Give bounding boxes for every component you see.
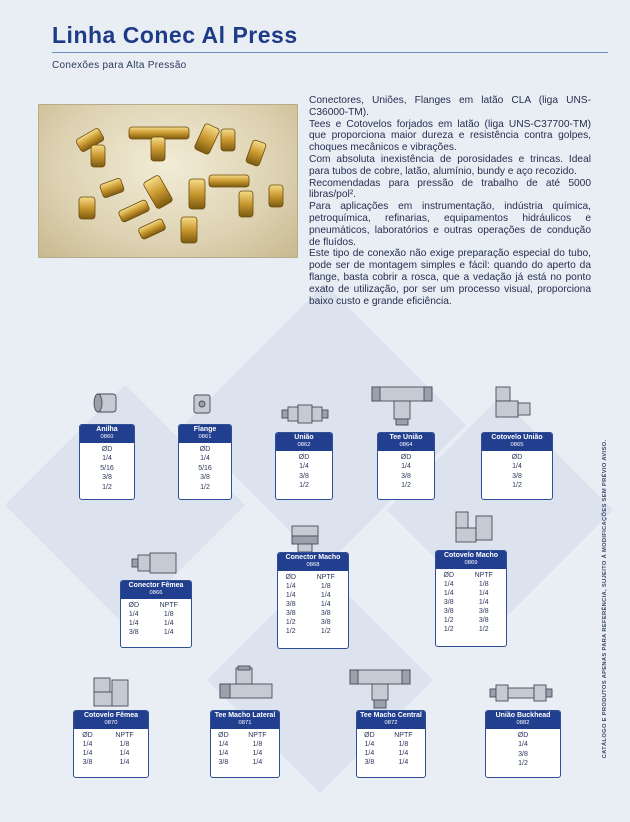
table-cell: 3/8 — [218, 758, 229, 766]
card-header — [486, 711, 560, 729]
card-title: Tee Macho Lateral — [214, 712, 276, 719]
table-cell: 1/4 — [401, 463, 411, 470]
col-header: ØD — [199, 445, 211, 453]
description-paragraph: Tees e Cotovelos forjados em latão (liga UNS-C37700-TM) que proporciona maior dureza e resistência contra golpes, choques mecânicos e vibrações. — [309, 118, 591, 154]
card-code: 0865 — [510, 442, 524, 448]
card-header — [179, 425, 231, 443]
table-cell: 1/8 — [252, 740, 263, 748]
col-header: ØD — [128, 601, 140, 609]
table-cell: 1/4 — [285, 582, 296, 590]
table-row — [278, 582, 348, 591]
table-cell: 3/8 — [443, 598, 454, 606]
table-cell: 1/4 — [119, 758, 130, 766]
table-cell: 1/4 — [398, 749, 409, 757]
table-row — [278, 618, 348, 627]
product-card-conector-macho — [277, 552, 349, 649]
table-cell: 1/4 — [478, 589, 489, 597]
table-row — [357, 758, 425, 767]
table-cell: 1/4 — [218, 740, 229, 748]
table-cell: 1/2 — [518, 760, 528, 767]
title-rule — [52, 52, 608, 53]
card-code: 0882 — [516, 720, 530, 726]
card-header — [80, 425, 134, 443]
card-header — [482, 433, 552, 451]
table-cell: 1/8 — [398, 740, 409, 748]
table-cell: 1/4 — [252, 758, 263, 766]
table-cell: 3/8 — [299, 472, 309, 480]
col-header: ØD — [101, 445, 113, 453]
description-paragraph: Conectores, Uniões, Flanges em latão CLA (liga UNS-C36000-TM). — [309, 95, 591, 118]
product-card-uniao-buckhead — [485, 710, 561, 778]
card-code: 0868 — [306, 562, 320, 568]
table-cell: 3/8 — [478, 607, 489, 615]
cotovelo-femea-icon — [90, 674, 132, 710]
tee-macho-lateral-icon — [216, 664, 276, 708]
table-row — [436, 598, 506, 607]
table-cell: 1/4 — [443, 589, 454, 597]
table-cell: 1/2 — [443, 616, 454, 624]
table-cell: 1/2 — [478, 625, 489, 633]
table-cell: 3/8 — [401, 472, 411, 480]
table-cell: 1/4 — [218, 749, 229, 757]
card-table — [74, 731, 148, 767]
product-card-uniao — [275, 432, 333, 500]
table-cell: 1/4 — [119, 749, 130, 757]
table-row — [278, 600, 348, 609]
card-code: 0860 — [100, 434, 114, 440]
table-row — [436, 580, 506, 589]
col-header: NPTF — [474, 571, 493, 579]
product-card-cotovelo-femea — [73, 710, 149, 778]
table-cell: 1/4 — [478, 598, 489, 606]
table-row — [74, 758, 148, 767]
table-cell: 1/2 — [443, 625, 454, 633]
card-header — [278, 553, 348, 571]
card-table — [357, 731, 425, 767]
col-header: ØD — [298, 453, 310, 461]
brass-fittings-image — [39, 105, 297, 257]
col-header: ØD — [285, 573, 297, 581]
table-row — [74, 740, 148, 749]
table-cell: 1/2 — [285, 618, 296, 626]
product-card-tee-uniao — [377, 432, 435, 500]
card-code: 0861 — [198, 434, 212, 440]
card-title: Flange — [193, 426, 217, 433]
card-header — [436, 551, 506, 569]
table-cell: 3/8 — [128, 628, 139, 636]
tee-uniao-icon — [370, 381, 434, 427]
table-cell: 1/4 — [320, 600, 331, 608]
table-cell: 3/8 — [512, 472, 522, 480]
product-photo — [38, 104, 298, 258]
table-row — [121, 628, 191, 637]
table-cell: 3/8 — [285, 609, 296, 617]
col-header: NPTF — [115, 731, 134, 739]
table-cell: 1/2 — [200, 483, 210, 491]
table-row — [357, 740, 425, 749]
cotovelo-macho-icon — [450, 508, 496, 548]
card-header — [378, 433, 434, 451]
table-cell: 1/4 — [512, 463, 522, 470]
table-cell: 3/8 — [364, 758, 375, 766]
col-header: NPTF — [394, 731, 413, 739]
table-cell: 1/4 — [299, 463, 309, 470]
table-row — [436, 607, 506, 616]
table-cell: 1/4 — [128, 610, 139, 618]
table-cell: 5/16 — [100, 464, 114, 472]
table-cell: 3/8 — [320, 609, 331, 617]
col-header: ØD — [82, 731, 93, 739]
flange-icon — [190, 393, 214, 415]
card-title: Cotovelo Macho — [443, 552, 499, 559]
table-row — [436, 616, 506, 625]
tee-macho-central-icon — [348, 664, 412, 710]
table-cell: 1/4 — [398, 758, 409, 766]
table-cell: 1/4 — [320, 591, 331, 599]
table-cell: 1/8 — [119, 740, 130, 748]
page-subtitle: Conexões para Alta Pressão — [52, 60, 187, 71]
table-cell: 1/4 — [364, 749, 375, 757]
table-row — [121, 610, 191, 619]
table-cell: 1/4 — [128, 619, 139, 627]
card-title: Conector Fêmea — [128, 582, 184, 589]
table-row — [436, 625, 506, 634]
card-title: Cotovelo Fêmea — [83, 712, 139, 719]
conector-macho-icon — [288, 524, 322, 554]
card-table — [278, 573, 348, 636]
table-row — [357, 749, 425, 758]
product-description — [309, 95, 591, 307]
card-header — [211, 711, 279, 729]
conector-femea-icon — [130, 550, 180, 576]
side-disclaimer — [598, 395, 612, 803]
table-cell: 1/2 — [102, 483, 112, 491]
table-cell: 3/8 — [200, 474, 210, 481]
card-code: 0872 — [384, 720, 398, 726]
col-header: ØD — [400, 453, 412, 461]
card-values — [486, 729, 560, 769]
card-table — [436, 571, 506, 634]
table-cell: 1/8 — [163, 610, 174, 618]
card-title: Tee Macho Central — [360, 712, 422, 719]
card-code: 0864 — [399, 442, 413, 448]
table-cell: 1/4 — [252, 749, 263, 757]
col-header: NPTF — [159, 601, 178, 609]
table-cell: 1/4 — [163, 628, 174, 636]
table-cell: 3/8 — [285, 600, 296, 608]
table-cell: 1/4 — [82, 740, 93, 748]
card-header — [357, 711, 425, 729]
description-paragraph: Para aplicações em instrumentação, indústria química, petroquímica, refinarias, equipamentos hidráulicos e pneumáticos, laboratórios e outras operações de condução de fluídos. — [309, 201, 591, 248]
col-header: ØD — [364, 731, 375, 739]
anilha-icon — [88, 390, 124, 416]
card-header — [121, 581, 191, 599]
product-card-tee-macho-lateral — [210, 710, 280, 778]
card-title: União — [294, 434, 314, 441]
table-cell: 1/2 — [320, 627, 331, 635]
col-header: ØD — [443, 571, 455, 579]
table-row — [436, 589, 506, 598]
card-values — [378, 451, 434, 491]
product-card-tee-macho-central — [356, 710, 426, 778]
card-values — [80, 443, 134, 493]
uniao-icon — [280, 401, 330, 427]
card-values — [482, 451, 552, 491]
table-cell: 1/2 — [299, 482, 309, 489]
cotovelo-uniao-icon — [490, 385, 534, 425]
table-cell: 1/2 — [285, 627, 296, 635]
uniao-buckhead-icon — [488, 680, 554, 706]
description-paragraph: Este tipo de conexão não exige preparação especial do tubo, pode ser de montagem simples e fácil: quando do aperto da flange, basta cobrir a rosca, que a vedação já está no ponto exato de utilização, por ser um processo visual, proporciona baixo custo e grande eficiência. — [309, 248, 591, 307]
card-code: 0862 — [297, 442, 311, 448]
table-cell: 1/2 — [512, 482, 522, 489]
table-row — [211, 758, 279, 767]
table-cell: 3/8 — [478, 616, 489, 624]
table-cell: 5/16 — [198, 464, 212, 472]
table-cell: 3/8 — [102, 474, 112, 481]
table-cell: 1/4 — [364, 740, 375, 748]
card-title: Cotovelo União — [491, 434, 543, 441]
table-cell: 3/8 — [443, 607, 454, 615]
card-header — [276, 433, 332, 451]
card-code: 0866 — [149, 590, 163, 596]
description-paragraph: Com absoluta inexistência de porosidades e trincas. Ideal para tubos de cobre, latão, alumínio, bundy e aço recozido. — [309, 153, 591, 177]
table-cell: 3/8 — [320, 618, 331, 626]
product-card-flange — [178, 424, 232, 500]
col-header: NPTF — [316, 573, 335, 581]
page-title: Linha Conec Al Press — [52, 22, 298, 48]
card-values — [179, 443, 231, 493]
card-title: União Buckhead — [495, 712, 551, 719]
table-cell: 1/4 — [285, 591, 296, 599]
table-row — [278, 591, 348, 600]
table-row — [278, 609, 348, 618]
card-code: 0871 — [238, 720, 252, 726]
card-title: Anilha — [96, 426, 118, 433]
table-cell: 1/4 — [163, 619, 174, 627]
table-cell: 1/4 — [102, 455, 112, 462]
col-header: NPTF — [248, 731, 267, 739]
table-row — [121, 619, 191, 628]
table-row — [211, 740, 279, 749]
col-header: ØD — [511, 453, 523, 461]
col-header: ØD — [218, 731, 229, 739]
product-card-anilha — [79, 424, 135, 500]
card-title: Conector Macho — [285, 554, 341, 561]
table-cell: 1/4 — [200, 455, 210, 462]
table-cell: 1/4 — [518, 741, 528, 748]
table-cell: 3/8 — [518, 750, 528, 758]
card-title: Tee União — [389, 434, 423, 441]
table-row — [211, 749, 279, 758]
side-disclaimer-text: CATÁLOGO E PRODUTOS APENAS PARA REFERÊNCIA, SUJEITO À MODIFICAÇÕES SEM PRÉVIO AVISO. — [602, 439, 608, 759]
table-row — [74, 749, 148, 758]
card-table — [211, 731, 279, 767]
product-card-cotovelo-macho — [435, 550, 507, 647]
table-cell: 1/8 — [478, 580, 489, 588]
table-cell: 1/8 — [320, 582, 331, 590]
table-cell: 3/8 — [82, 758, 93, 766]
card-header — [74, 711, 148, 729]
table-cell: 1/2 — [401, 482, 411, 489]
col-header: ØD — [517, 731, 529, 739]
card-values — [276, 451, 332, 491]
card-code: 0869 — [464, 560, 478, 566]
description-paragraph: Recomendadas para pressão de trabalho de até 5000 libras/pol². — [309, 177, 591, 201]
table-cell: 1/4 — [443, 580, 454, 588]
table-row — [278, 627, 348, 636]
table-cell: 1/4 — [82, 749, 93, 757]
product-card-conector-femea — [120, 580, 192, 648]
card-table — [121, 601, 191, 637]
product-card-cotovelo-uniao — [481, 432, 553, 500]
card-code: 0870 — [104, 720, 118, 726]
